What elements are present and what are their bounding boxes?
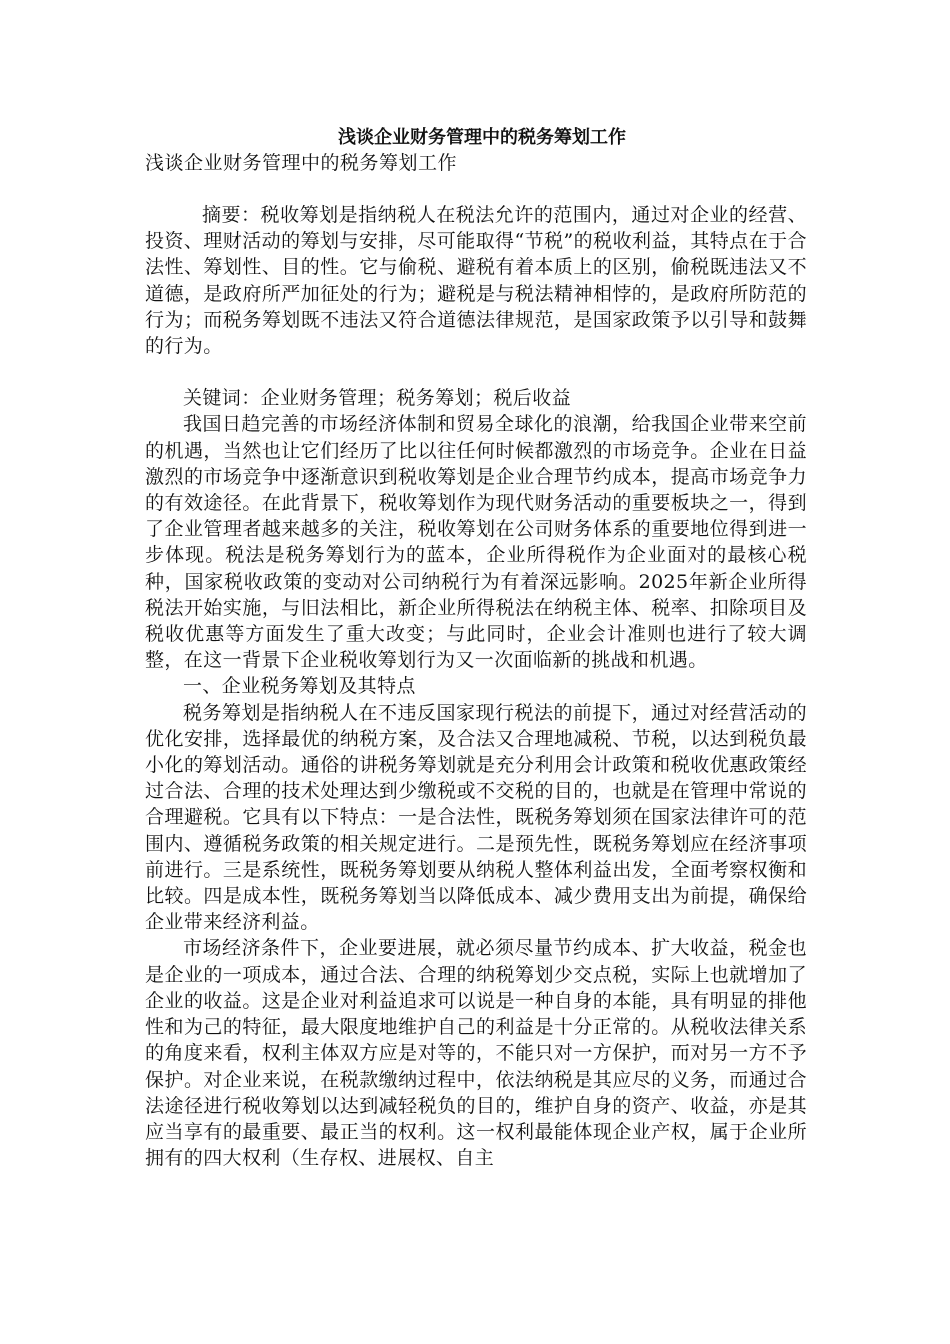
keywords-line: 关键词：企业财务管理；税务筹划；税后收益 <box>183 387 572 410</box>
document-page <box>145 126 807 1171</box>
intro-paragraph: 我国日趋完善的市场经济体制和贸易全球化的浪潮，给我国企业带来空前的机遇，当然也让它们经历了比以往任何时候都激烈的市场竞争。企业在日益激烈的市场竞争中逐渐意识到税收筹划是企业合理节约成本，提高市场竞争力的有效途径。在此背景下，税收筹划作为现代财务活动的重要板块之一，得到了企业管理者越来越多的关注，税收筹划在公司财务体系的重要地位得到进一步体现。税法是税务筹划行为的蓝本，企业所得税作为企业面对的最核心税种，国家税收政策的变动对公司纳税行为有着深远影响。2025年新企业所得税法开始实施，与旧法相比，新企业所得税法在纳税主体、税率、扣除项目及税收优惠等方面发生了重大改变；与此同时，企业会计准则也进行了较大调整，在这一背景下企业税收筹划行为又一次面临新的挑战和机遇。 <box>145 413 807 672</box>
document-title: 浅谈企业财务管理中的税务筹划工作 <box>338 127 626 148</box>
section-paragraph: 市场经济条件下，企业要进展，就必须尽量节约成本、扩大收益，税金也是企业的一项成本，通过合法、合理的纳税筹划少交点税，实际上也就增加了企业的收益。这是企业对利益追求可以说是一种自身的本能，具有明显的排他性和为己的特征，最大限度地维护自己的利益是十分正常的。从税收法律关系的角度来看，权利主体双方应是对等的，不能只对一方保护，而对另一方不予保护。对企业来说，在税款缴纳过程中，依法纳税是其应尽的义务，而通过合法途径进行税收筹划以达到减轻税负的目的，维护自身的资产、收益，亦是其应当享有的最重要、最正当的权利。这一权利最能体现企业产权，属于企业所拥有的四大权利（生存权、进展权、自主 <box>145 937 807 1170</box>
section-heading: 一、企业税务筹划及其特点 <box>183 675 416 698</box>
abstract-paragraph: 摘要：税收筹划是指纳税人在税法允许的范围内，通过对企业的经营、投资、理财活动的筹划与安排，尽可能取得“节税”的税收利益，其特点在于合法性、筹划性、目的性。它与偷税、避税有着本质上的区别，偷税既违法又不道德，是政府所严加征处的行为；避税是与税法精神相悖的，是政府所防范的行为；而税务筹划既不违法又符合道德法律规范，是国家政策予以引导和鼓舞的行为。 <box>145 204 807 358</box>
blank-line <box>145 359 807 385</box>
document-subtitle: 浅谈企业财务管理中的税务筹划工作 <box>145 152 458 174</box>
blank-line <box>145 176 807 202</box>
section-paragraph: 税务筹划是指纳税人在不违反国家现行税法的前提下，通过对经营活动的优化安排，选择最优的纳税方案，及合法又合理地减税、节税，以达到税负最小化的筹划活动。通俗的讲税务筹划就是充分利用会计政策和税收优惠政策经过合法、合理的技术处理达到少缴税或不交税的目的，也就是在管理中常说的合理避税。它具有以下特点：一是合法性，既税务筹划须在国家法律许可的范围内、遵循税务政策的相关规定进行。二是预先性，既税务筹划应在经济事项前进行。三是系统性，既税务筹划要从纳税人整体利益出发，全面考察权衡和比较。四是成本性，既税务筹划当以降低成本、减少费用支出为前提，确保给企业带来经济利益。 <box>145 701 807 934</box>
